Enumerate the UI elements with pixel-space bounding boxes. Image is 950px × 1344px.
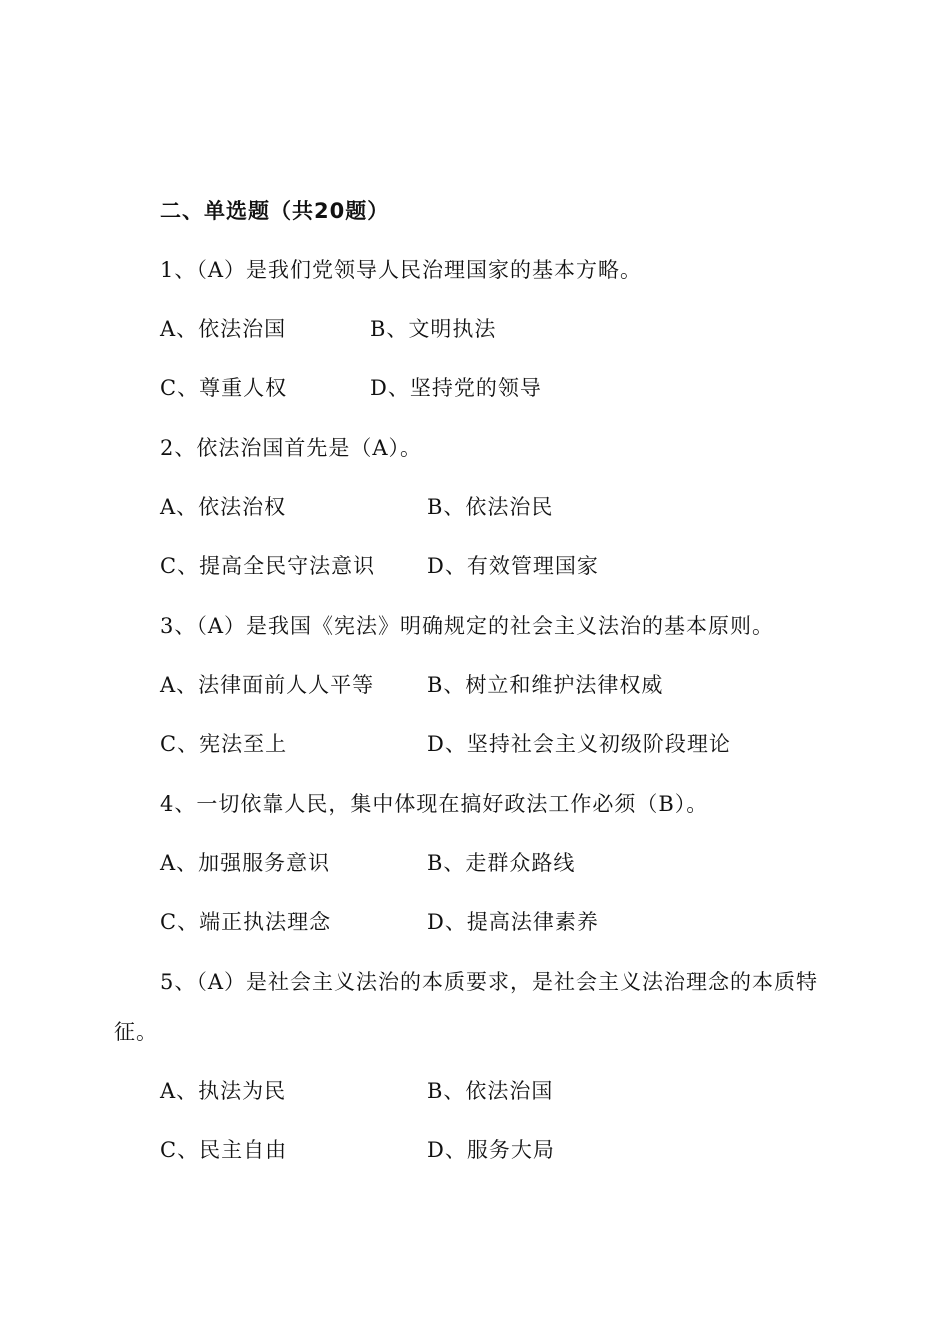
question-4-option-c: C、端正执法理念 [160,910,332,934]
question-3-option-d: D、坚持社会主义初级阶段理论 [427,732,731,756]
question-4-stem: 4、一切依靠人民，集中体现在搞好政法工作必须（B）。 [160,792,709,816]
question-2-stem: 2、依法治国首先是（A）。 [160,436,423,460]
question-5-option-c: C、民主自由 [160,1138,288,1162]
question-3-option-c: C、宪法至上 [160,732,288,756]
question-5-option-a: A、执法为民 [160,1079,287,1103]
question-5-option-b: B、依法治国 [427,1079,554,1103]
section-title: 二、单选题（共20题） [160,199,390,223]
question-2-option-d: D、有效管理国家 [427,554,599,578]
question-5-stem-line-1: 5、（A）是社会主义法治的本质要求，是社会主义法治理念的本质特 [160,970,819,994]
question-1-stem: 1、（A）是我们党领导人民治理国家的基本方略。 [160,258,643,282]
question-1-option-b: B、文明执法 [370,317,497,341]
question-2-option-a: A、依法治权 [160,495,287,519]
question-2-option-b: B、依法治民 [427,495,554,519]
question-3-option-b: B、树立和维护法律权威 [427,673,664,697]
question-4-option-a: A、加强服务意识 [160,851,331,875]
question-2-option-c: C、提高全民守法意识 [160,554,376,578]
question-4-option-d: D、提高法律素养 [427,910,599,934]
question-3-stem: 3、（A）是我国《宪法》明确规定的社会主义法治的基本原则。 [160,614,775,638]
question-1-option-c: C、尊重人权 [160,376,288,400]
question-4-option-b: B、走群众路线 [427,851,576,875]
question-5-stem-line-2: 征。 [114,1020,158,1044]
question-3-option-a: A、法律面前人人平等 [160,673,375,697]
question-1-option-d: D、坚持党的领导 [370,376,542,400]
question-1-option-a: A、依法治国 [160,317,287,341]
question-5-option-d: D、服务大局 [427,1138,555,1162]
